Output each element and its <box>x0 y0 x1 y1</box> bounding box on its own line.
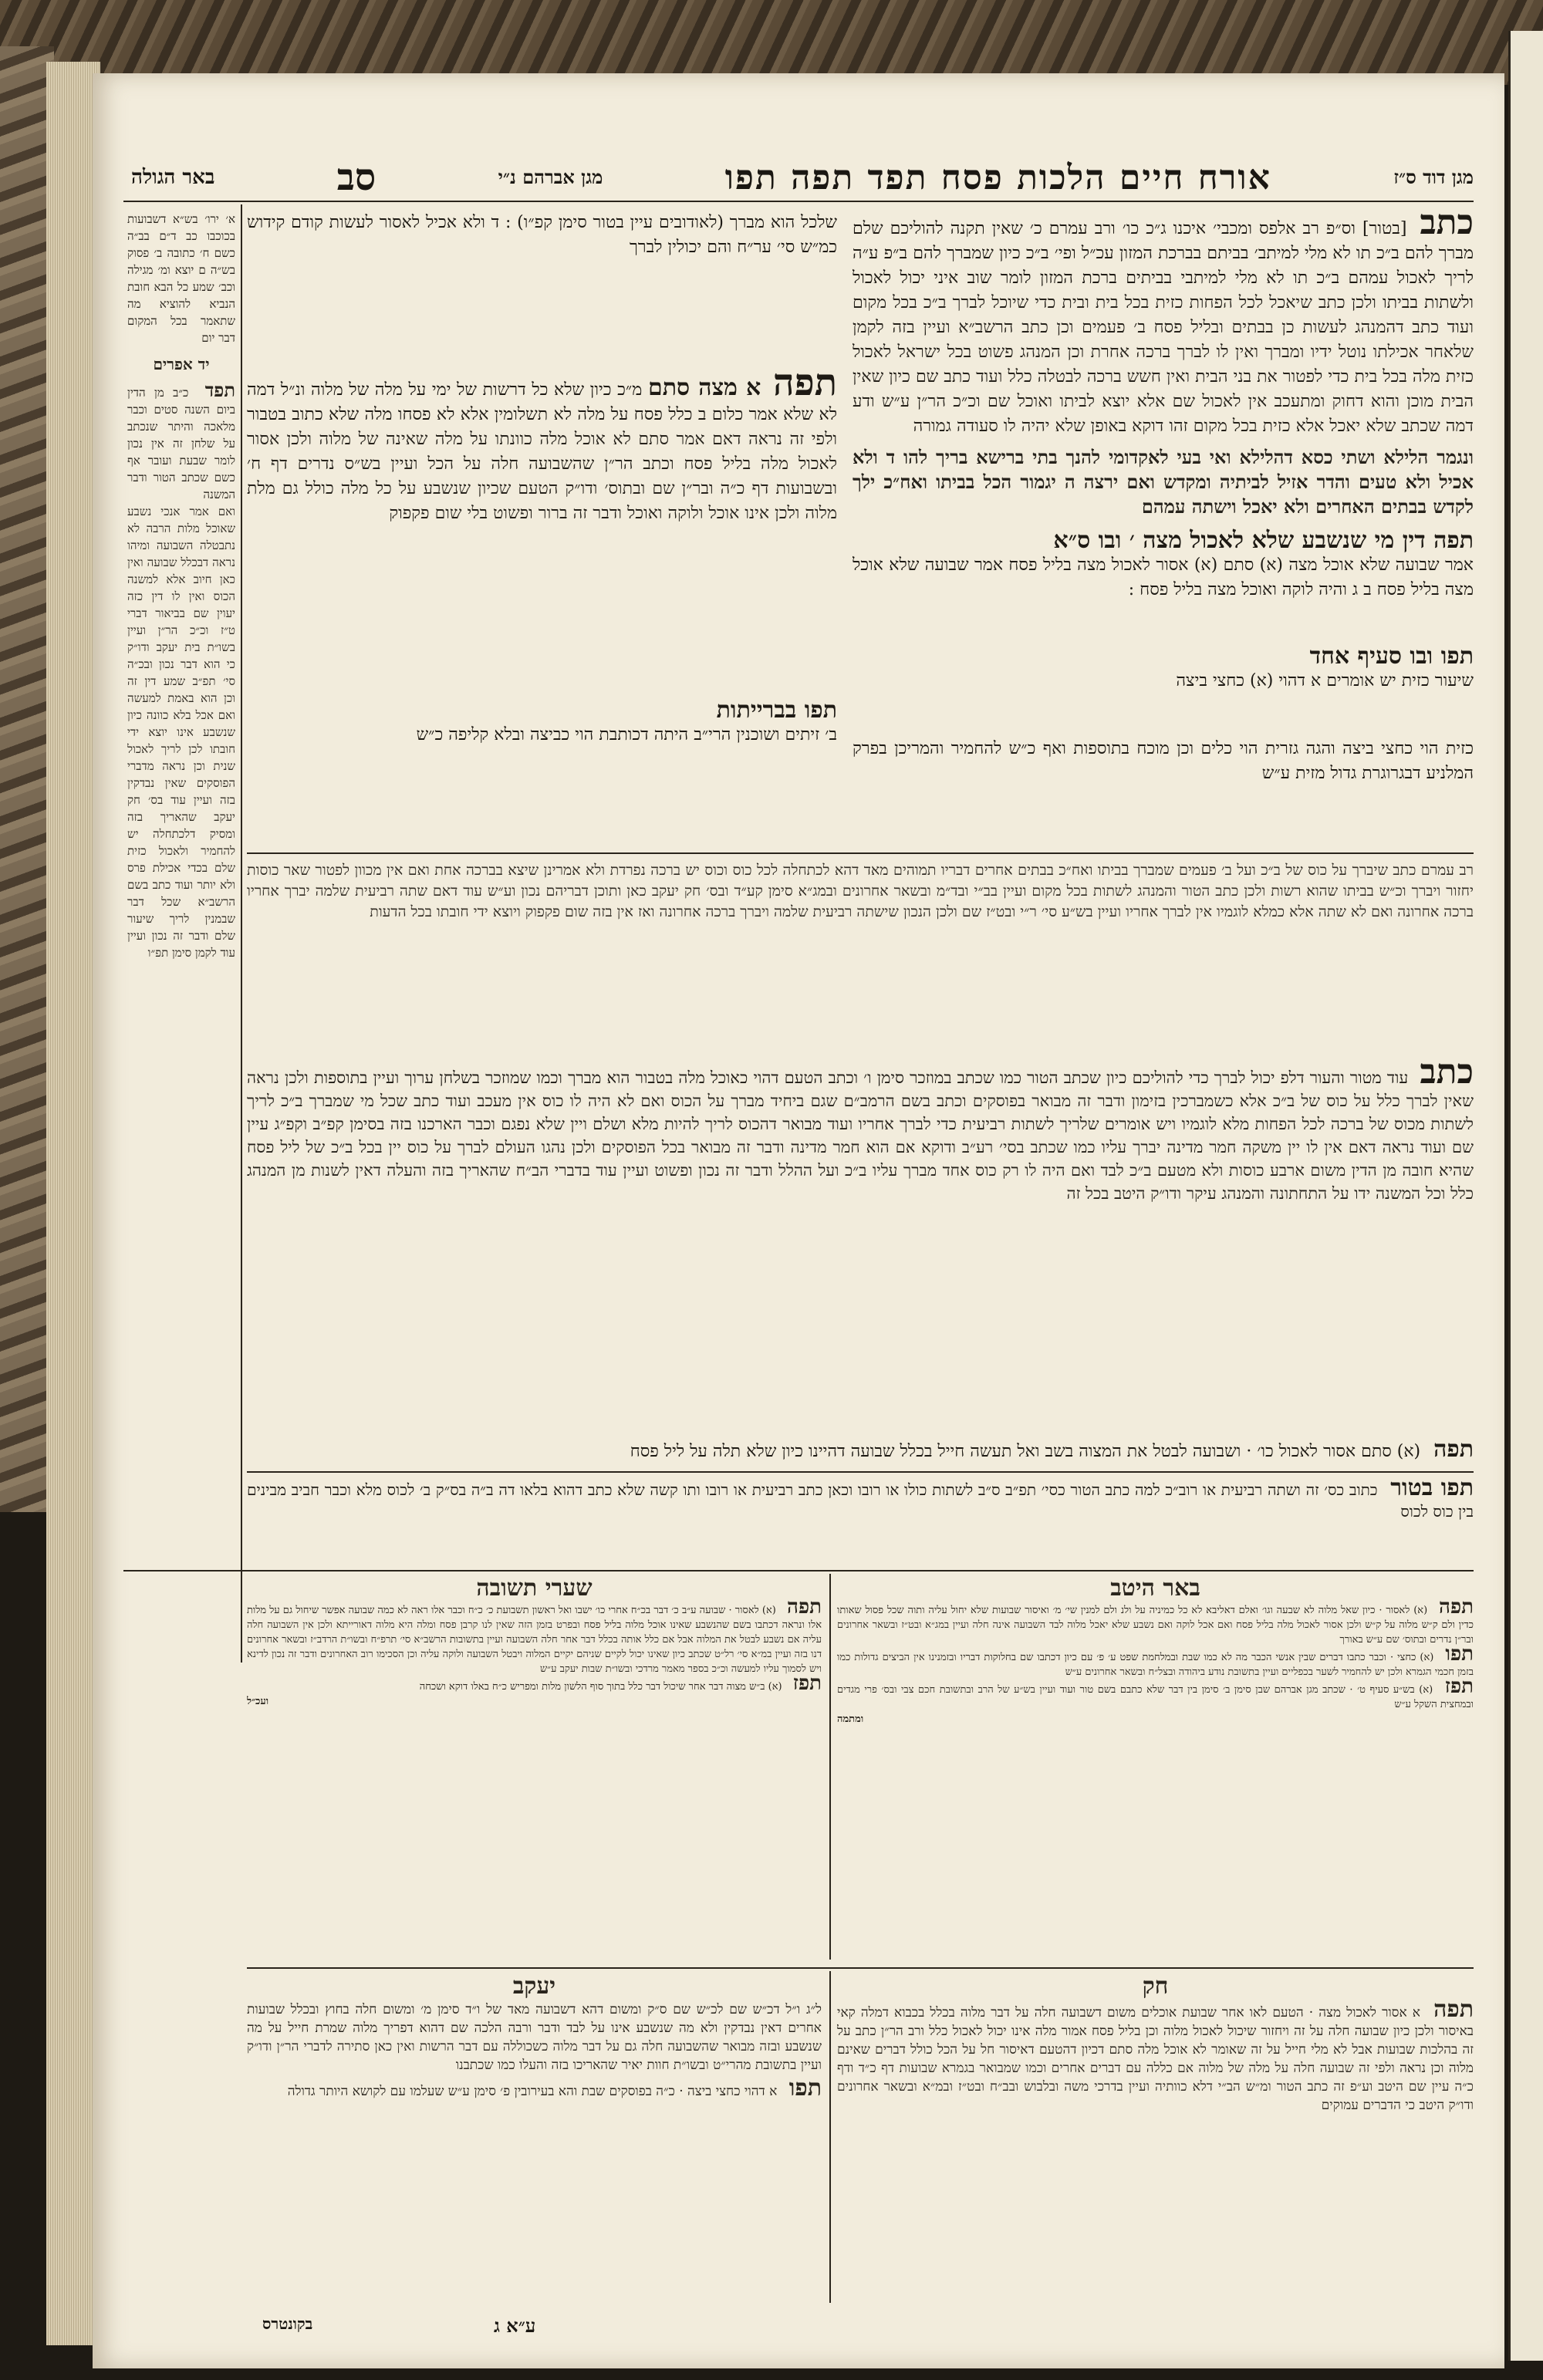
tur-text: כתוב כס׳ זה ושתה רביעית או רוב״כ למה כתב הטור כסי׳ תפ״ב ס״ב לשתות כולו או רובו וכאן כתב רביעית או רובו ותו קשה שלא כתב דהוא בלאו דה ב״ה בס״ק ב׳ לכוס מלא וכבר חביב מבינים בין כוס לכוס <box>247 1480 1474 1521</box>
ktav-2-block <box>247 1061 1474 1431</box>
margin-subtitle: יד אפרים <box>153 355 210 373</box>
main-right-text: [בטור] וס״פ רב אלפס ומכבי׳ איכנו ג״כ כו׳ ורב עמרם כ׳ שאין תקנה להוליכם שלם מברך להם ב״כ תו לא מלי למיתב׳ בביתם בברכת המזון עכ״ל ופי׳ ב״כ כיון שמברך להם ב״פ ע״ה לריך לאכול עמהם ב״כ תו לא מלי למיתבי בביתים ברכת המזון לומר שוב איני יכול לאכול ולשתות בביתו <box>853 219 1474 312</box>
shaarei-teshuva-title: שערי תשובה <box>476 1576 593 1602</box>
chok-text: א אסור לאכול מצה · הטעם לאו אחר שבועת אוכלים משום דשבועה חלה על דבר מלוה בכלל בכבוא דמלה קאי באיסור ולכן כיון שבועה חלה על זה ויחזור שיכול לאכול מלוה וכן בליל פסח אמור מלה אינו יכול לאכול כלל ורב הר״ן כתב על זה בהלכות שבועות אבל לא מלי חייל על זה שאומר לא אוכל מלה סתם דכיון דהטעם דאיסור חל על הכל כולל דברים שאינם מלוה וכן נראה <box>837 2005 1474 2076</box>
shaarei-teshuva-siman-1: תפה <box>787 1595 822 1619</box>
briut-block <box>247 698 837 806</box>
lead-word-ktav: כתב <box>1420 211 1474 242</box>
catchword: בקונטרס <box>262 2314 313 2333</box>
yaakov-siman: תפו <box>788 2074 822 2101</box>
header-magen-david: מגן דוד ס״ז <box>1393 166 1474 188</box>
siman-485-block <box>853 528 1474 636</box>
book-page <box>93 73 1504 2368</box>
wide-commentary-text: רב עמרם כתב שיברך על כוס של ב״כ ועל ב׳ פעמים שמברך בביתו ואח״כ בבתים אחרים דבריו תמוהים מאד דהא לכתחלה לכל כוס וכוס יש ברכה נפרדת ולא אמרינן שיצא בברכה אחת ואם אין מכוון לפטור שאר כוסות יחזור ויברך וכ״ש בביתו שהוא רשות ולכן כתב הטור והמנהג לשתות בכל מקום ועיין בב״י ובד״מ ובשאר אחרונים ובמג״א סימן קע״ד ובס׳ חק יעקב כאן ותוכן דבריהם נכון וע״ש עוד דאם שתה רביעית שלמה יברך אחריו ברכה אחרונה ואם לא שתה אלא כמלא לוגמיו אין לברך אחריו ועיין בש״ע סי׳ ר״י ובט״ז שם ולכן הנכון שישתה רביעית שלמה ויברך ברכה אחרונה ואז אין בזה שום פקפוק ויוצא ידי חובתו בכל הדעות <box>247 862 1474 920</box>
beer-hetev-siman-3: תפז <box>1444 1675 1474 1698</box>
chok-siman: תפה <box>1433 1996 1474 2023</box>
margin-column <box>127 211 235 1653</box>
margin-divider <box>241 204 242 1663</box>
chok-continued: ולפי זה שבועה חלה על מלה של מלוה אם כללה עם דברים אחרים וכמו שמבואר בגמרא שבועות דף כ״ד ודף כ״ה עיין שם היטב וע״פ זה כתב הטור ומ״ש הב״י דלא כוותיה ועיין בדרכי משה ובלבוש ובב״ח ובט״ז ובמ״א ובשאר אחרונים ודו״ק היטב כי הדברים עמוקים <box>837 2061 1474 2113</box>
beer-hetev-continued-3: ועיין בש״ע של הרב ובתשובת חכם צבי ובס׳ פרי מגדים ובמחצית השקל ע״ש <box>837 1684 1474 1710</box>
divider-mid-1 <box>247 852 1474 854</box>
siman-485-number: תפה <box>1433 528 1474 554</box>
chok-column <box>837 1973 1474 2304</box>
beer-hetev-column <box>837 1576 1474 1962</box>
siman-485-left-sub: א מצה סתם <box>648 374 761 401</box>
beer-hetev-entry <box>837 1675 1474 1712</box>
main-column-left-2 <box>247 370 837 694</box>
middle-text: כזית הוי כחצי ביצה והגה גזרית הוי כלים וכן מוכח בתוספות ואף כ״ש להחמיר והמריכן בפרק המלניע דבגרוגרת גדול מזית ע״ש <box>853 739 1474 783</box>
briut-text: ב׳ זיתים ושוכנין הרי״ב היתה דכותבת הוי כביצה ובלא קליפה כ״ש <box>416 725 837 744</box>
ktav-2-text: עוד מטור והעור דלפ יכול לברך כדי להוליכם כיון שכתב הטור כמו שכתב במוזכר סימן ו׳ וכתב הטעם דהוי כאוכל מלה בטבור הוא מברך וכמו שמוזכר בשלחן ערוך ועיין בתוספות <box>313 1068 1409 1087</box>
bottom-line-siman: תפה <box>1433 1437 1474 1463</box>
divider-lower <box>123 1570 1474 1571</box>
siman-486-title <box>853 644 1474 669</box>
shaarei-teshuva-entry <box>247 1595 822 1676</box>
shaarei-teshuva-column <box>247 1576 822 1962</box>
yaakov-continued: ובזה מבואר שהשבועה חלה גם על דבר מלוה כשכוללה עם דבר הרשות ואין כאן סתירה לדברי הר״ן ודו״ק ועיין בתשובת מהרי״ט ובשו״ת חוות יאיר שהאריכו בזה והעלו כמו שכתבנו <box>247 2039 822 2073</box>
beer-hetev-trailer: ומתמה <box>837 1713 864 1725</box>
beer-hetev-entry <box>837 1642 1474 1680</box>
main-column-left <box>247 211 837 365</box>
siman-486-heading: ובו סעיף אחד <box>1309 644 1433 670</box>
chok-title: חק <box>1142 1973 1169 2000</box>
siman-486-number: תפו <box>1440 644 1474 670</box>
beer-hetev-title: באר היטב <box>1110 1576 1200 1602</box>
shaarei-teshuva-trailer: ועכ״ל <box>247 1696 269 1707</box>
siman-485-text: אמר שבועה שלא אוכל מצה (א) סתם (א) אסור לאכול מצה בליל פסח אמר שבועה שלא אוכל מצה בליל פסח ב ג והיה לוקה ואוכל מצה בליל פסח : <box>853 555 1474 599</box>
header-magen-avraham: מגן אברהם נ״י <box>498 166 603 188</box>
header-title: אורח חיים הלכות פסח תפד תפה תפו <box>724 157 1271 197</box>
divider-bottom <box>247 1967 1474 1969</box>
margin-text-2: כ״ב מן הדין ביום השנה סטים וכבר מלאכה והיתר שנכתב על שלחן זה אין נכון לומר שבעת ועובר אף כשם שכתב הטור ודבר המשנה <box>127 386 235 501</box>
main-left-text: שלכל הוא מברך (לאודובים עיין בטור סימן קפ״ו) : ד ולא אכיל לאסור לעשות קודם קידוש כמ״ש סי׳ ער״ח והם יכולין לברך <box>247 213 837 257</box>
yaakov-text-2: א דהוי כחצי ביצה · כ״ה בפוסקים שבת והא בעירובין פ׳ סימן ע״ש שעלמו עם לקושא היותר גדולה <box>287 2084 778 2099</box>
briut-title: תפו בברייתות <box>716 698 837 724</box>
main-right-continued: ולכן כתב שיאכל לכל הפחות כזית בכל בית ובית כדי שיוכל לברך ב״כ בכל מקום ועוד כתב דהמנהג לעשות כן בבתים ובליל פסח ב׳ פעמים וכן כתב הרשב״א ועיין בזה לקמן שלאחר אכילתו נוטל ידיו ומברך ואין לו לברך ברכה אחרת וכן המנהג פשוט בכל ישראל לאכול כזית מלה בכל בית כדי לפטור את בני הבית ואין חשש ברכה לבטלה כלל ועוד כתב שם כיון שאין הבית מוכן והוא דחוק ומתעכב אין לאכול שם אלא יוצא לביתו ואוכל שם וכ״כ הר״ן ע״ש ודע דמה שכתב שלא יאכל אלא כזית בכל מקום זהו דוקא באופן שלא יהיה לו סעודה גמורה <box>853 293 1474 436</box>
siman-485-heading: דין מי שנשבע שלא לאכול מצה ׳ ובו ס״א <box>1053 528 1426 554</box>
siman-485-left: תפה <box>773 370 837 404</box>
tur-siman: תפו בטור <box>1390 1477 1474 1501</box>
beer-hetev-continued-1: ולכן אסור לאכול מלה בליל פסח ואם אכל לוקה ואם נשבע שלא יאכל מלוה לבד השבועה אינה חלה ועיין במג״א ובט״ז ובשאר אחרונים ובר״ן נדרים ובתוס׳ שם ע״ש באורך <box>837 1619 1474 1646</box>
bottom-divider <box>829 1971 831 2303</box>
yaakov-entry-2 <box>247 2074 822 2101</box>
beer-hetev-siman-2: תפו <box>1445 1642 1474 1666</box>
shaarei-teshuva-continued-1: ובפרט בזמן הזה שאין לנו קרבן פסח ומלה היא מלוה דאורייתא ולכן אין השבועה חלה עליה אם נשבע לבטל את המלוה אבל אם כלל אותה בכלל דבר אחר חלה השבועה ועיין בתשובות הרשב״א סי׳ תרפ״ח ובשו״ת הרדב״ז ובשאר אחרונים דנו בזה ועיין במ״א סי׳ רל״ט שכתב כיון שאינו יכול לקיים שניהם יקיים המלוה ויבטל השבועה ולוקה עליה וכן הסכימו רוב האחרונים ודבר זה נכון לדינא ויש לסמוך עליו למעשה וכ״כ בספר מאמר מרדכי ובשו״ת שבות יעקב ע״ש <box>247 1619 822 1675</box>
bottom-line-block <box>247 1437 1474 1468</box>
yaakov-text: ל״ג ו״ל דכ״ש שם לכ״ש שם ס״ק ומשום דהא דשבועה מאד של ו״ד סימן מ׳ ומשום חלה בחוץ ובכלל שבועות אחרים דאין נבדקין ולא מה שנשבע אינו על לבד ודבר ורבה הלכה שם דהוא דפריך מלוה שמרת חייל על מה שנשבע <box>247 2002 822 2054</box>
main-right-text-2: ונגמר הלילא ושתי כסא דהלילא ואי בעי לאקדומי להנך בתי ברישא בריך להו ד ולא אכיל ולא טעים והדר אזיל לביתיה ומקדש ואם ירצה ה יגמור הכל בביתו ואח״כ ילך לקדש בבתים האחרים ולא יאכל וישתה עמהם <box>853 446 1474 518</box>
yaakov-title: יעקב <box>512 1973 556 2000</box>
shaarei-teshuva-text-2: (א) ב״ש מצוה דבר אחר שיכול דבר כלל בתוך סוף הלשון מלות ומפריש כ״ח באלו דוקא ושכחה <box>419 1681 782 1693</box>
printer-signature: ע״א ג <box>494 2314 536 2337</box>
wide-commentary <box>247 860 1474 1053</box>
header-beer-hagolah: באר הגולה <box>131 166 215 189</box>
beer-hetev-text-2: (א) כחצי · וכבר כתבו דברים שבין אנשי הכבר מה לא כמו שבת ובמלחמת שפט ע׳ פ׳ עם כיון דכתבו שם בחלוקות דבריו <box>960 1652 1434 1663</box>
siman-486-text: שיעור כזית יש אומרים א דהוי (א) כחצי ביצה <box>1176 671 1474 690</box>
beer-hetev-entry <box>837 1595 1474 1647</box>
yaakov-column <box>247 1973 822 2304</box>
beer-hetev-text-1: (א) לאסור · כיון שאל מלוה לא שבעה וגו׳ ואלם דאליבא לא כל כמיניה על ולנ ולם למנין שי׳ מ׳ ואיסור שבועות שלא יחול עליה ותוה שכל פסול שאותו כדין ולם ק״ש מלוה על ק״ש <box>837 1605 1474 1631</box>
shaarei-teshuva-text-1: (א) לאסור · שבועה ע״ב כ׳ דבר בכ״ח אחרי כו׳ ישבו ואל ראשון תשבועת כ׳ כ״ח וכבר אלו ראה לא כמה שבועה אפשר שיחול גם על מלות אלו ונראה דכתבו בשם שהנשבע שאינו אוכל מלוה בליל פסח <box>247 1605 822 1631</box>
folio-number: סב <box>336 156 376 199</box>
bottom-line-text: (א) סתם אסור לאכול כו׳ · ושבועה לבטל את המצוה בשב ואל תעשה חייל בכלל שבועה דהיינו כיון שלא תלה על ליל פסח <box>630 1442 1421 1461</box>
lead-word-ktav-2: כתב <box>1420 1061 1474 1092</box>
header-rule <box>123 201 1474 202</box>
margin-continued-text: ואם אמר אנכי נשבע שאוכל מלות הרבה לא נתבטלה השבועה ומיהו נראה דבכלל שבועה ואין כאן חיוב אלא למשנה הכוס ואין לו דין כזה יעוין שם בביאור דברי ט״ז וכ״כ הר״ן ועיין בשו״ת בית יעקב ודו״ק כי הוא דבר נכון ובכ״ה סי׳ תפ״ב שמע דין זה וכן הוא באמת למעשה ואם אכל בלא כוונה כיון שנשבע אינו יוצא ידי חובתו לכן לריך לאכול שנית וכן נראה מדברי הפוסקים שאין נבדקין בזה ועיין עוד בס׳ חק יעקב שהאריך בזה ומסיק דלכתחלה יש להחמיר ולאכול כזית שלם בכדי אכילת פרס ולא יותר ועוד כתב בשם הרשב״א שכל דבר שבמנין לריך שיעור שלם ודבר זה נכון ועיין עוד לקמן סימן תפ״ו <box>127 505 235 960</box>
main-left-continued: ולפי זה נראה דאם אמר סתם לא אוכל מלה כוונתו על מלה שאינה של מלוה ולכן אסור לאכול מלה בליל פסח וכתב הר״ן שהשבועה חלה על הכל ועיין בש״ס נדרים דף ח׳ ובשבועות דף כ״ה ובר״ן שם ובתוס׳ ודו״ק הטעם שכיון שנשבע על כל מלה כולל גם מלת מלוה ולכן אינו אוכל ולוקה ואוכל ודבר זה ברור ופשוט בלי שום פקפוק <box>247 430 837 523</box>
beer-hetev-siman-1: תפה <box>1439 1595 1474 1619</box>
running-header <box>131 150 1474 204</box>
book-binding-top <box>0 0 1543 85</box>
beer-hetev-continued-2: ובזמנינו אין הביצים גדולות כמו בזמן חכמי הגמרא ולכן יש להחמיר לשער בכפליים ועיין בתשובת נודע ביהודה ובצל״ח ובשאר אחרונים ע״ש <box>837 1652 1474 1678</box>
siman-486-block <box>853 644 1474 721</box>
tur-block <box>247 1477 1474 1555</box>
margin-siman: תפד <box>204 379 235 401</box>
shaarei-teshuva-siman-2: תפז <box>792 1672 822 1695</box>
facing-page-edge <box>1508 31 1543 2361</box>
beer-hetev-text-3: (א) בש״ע סעיף ט׳ · שכתב מגן אברהם שבן סימן ב׳ סימן בין דבר שלא כתבם בשם טור ועוד <box>1059 1684 1433 1696</box>
lower-divider <box>829 1574 831 1960</box>
shaarei-teshuva-entry <box>247 1672 822 1695</box>
siman-485-title <box>853 528 1474 553</box>
margin-text: א׳ ירו׳ בש״א דשבועות בכוכבו כב ד״ם בב״ה כשם ח׳ כתובה ב׳ פסוק בש״ה ם יוצא ומ׳ מגילה וכב׳ שמע כל הבא חובת הנביא להוציא מה שתאמר בכל המקום דבר יום <box>127 212 235 345</box>
divider-mid-2 <box>247 1471 1474 1473</box>
main-left-text-2: מ״כ כיון שלא כל דרשות של ימי על מלה של מלוה ונ״ל דמה לא שלא אמר כלום ב כלל פסח על מלה לא תשלומין אלא לא פסחו מלה שלא כתוב בטבור <box>247 380 837 424</box>
ktav-2-continued: ולכן נראה שאין לברך כלל על כוס של ב״כ אלא כשמברכין בזימון ודבר זה מבואר בפוסקים וכתב בשם הרמב״ם שגם ביחיד מברך על הכוס ואם לא היה לו כוס אין מעכב ועוד כתב שכל מי שמברך ב״כ לריך לשתות מכוס של ברכה לכל הפחות מלא לוגמיו ויש אומרים שלריך לשתות רביעית כדי לברך אחריו ועוד מבואר דהכוס לריך להיות מלא ושלם ויין שלא נפגם וכבר הארכנו בזה בסימן קפ״ב וקפ״ג עיין שם ועוד נראה דאם אין לו יין משקה חמר מדינה יברך עליו כמו שכתב בסי׳ רע״ב ודוקא אם הוא חמר מדינה ודבר זה מבואר בכל הפוסקים ולכן נהגו העולם לברך על כוס יין בכל ב״כ של ליל פסח שהיא חובה מן הדין משום ארבע כוסות ולא מטעם ב״כ לבד ואם היה לו רק כוס אחד מברך עליו ב״כ ועל ההלל ודבר זה נכון ופשוט ועיין עוד בדברי הב״ח שהאריך בזה והעלה דאין לשנות מן המנהג כלל וכל המשנה ידו על התחתונה והמנהג עיקר ודו״ק היטב בכל זה <box>247 1068 1474 1203</box>
